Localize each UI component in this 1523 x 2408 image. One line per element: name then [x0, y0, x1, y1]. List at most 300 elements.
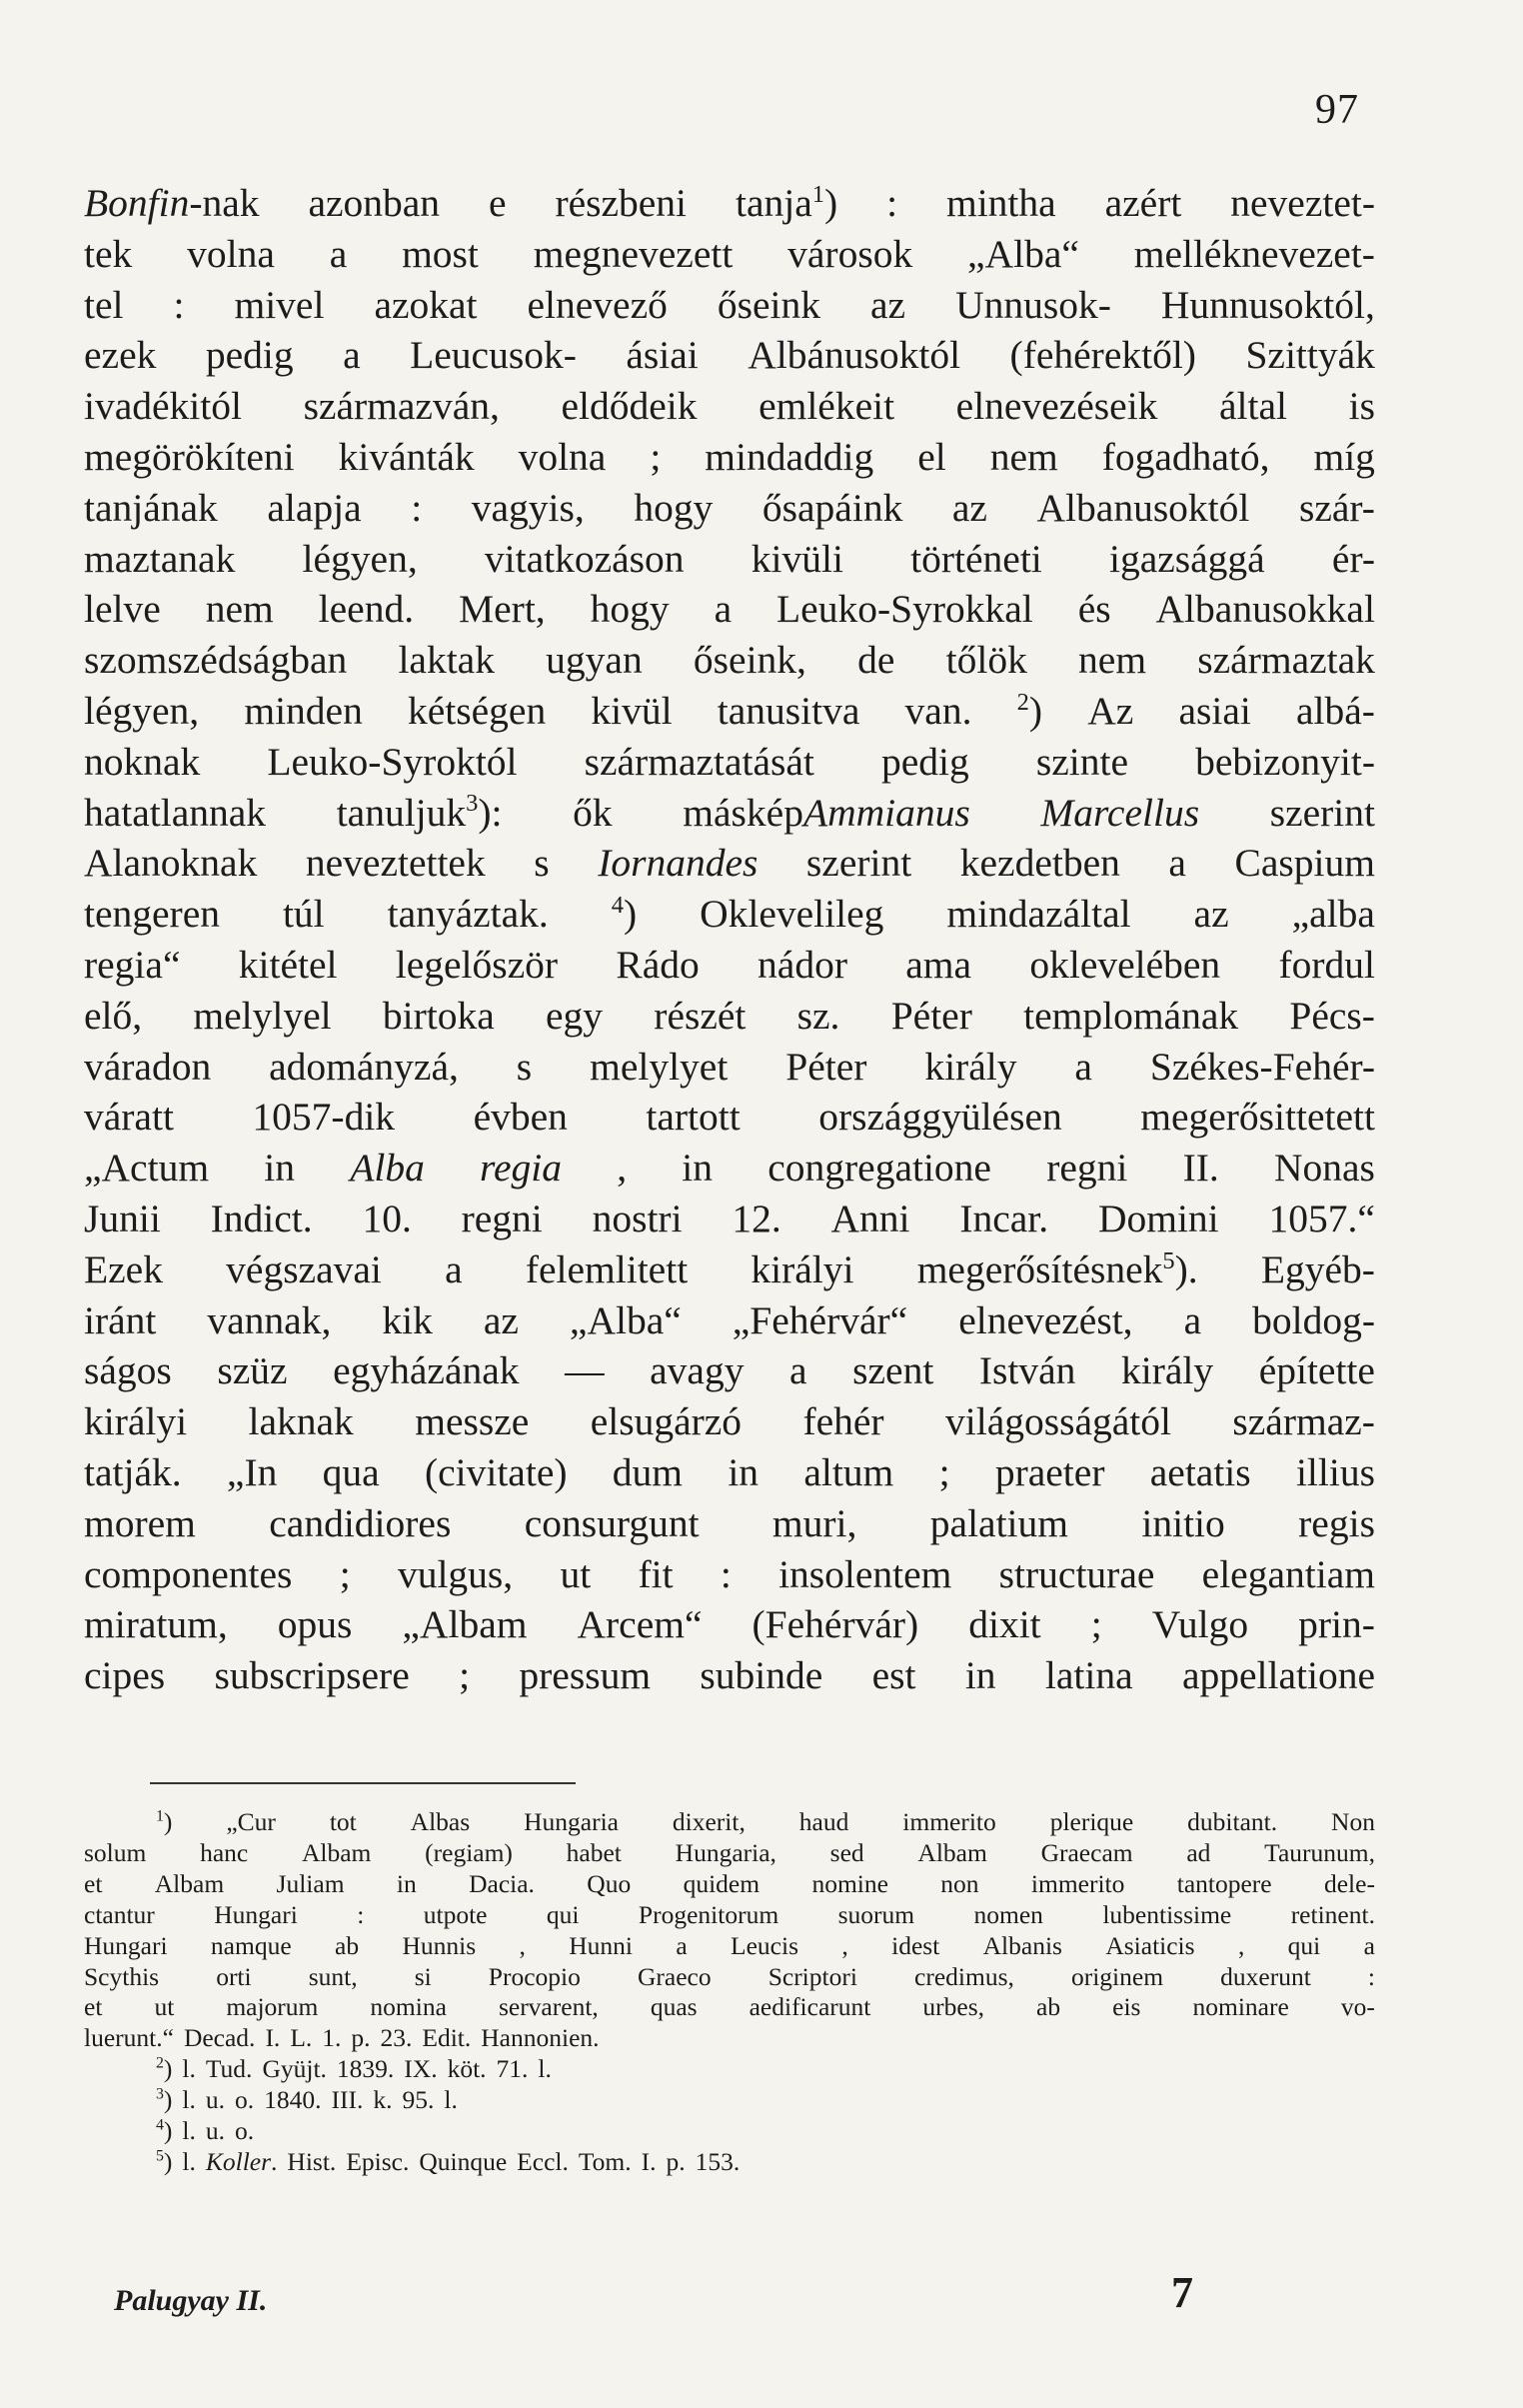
word: [733, 1295, 907, 1346]
word-text: originem: [1070, 1961, 1164, 1991]
word-text: az: [483, 1297, 519, 1342]
word-text: .: [271, 2146, 278, 2176]
word-text: világosságától: [945, 1399, 1171, 1444]
word: [1184, 1295, 1202, 1346]
word: [1098, 1194, 1219, 1244]
word: 4): [612, 889, 637, 940]
word-text: Hungaria,: [675, 1837, 776, 1867]
word: [424, 1900, 488, 1931]
word-text: o.: [235, 2116, 255, 2146]
word: [396, 940, 558, 991]
word-text: köt.: [447, 2054, 487, 2084]
word: [1298, 1599, 1375, 1650]
word-text: elsugárzó: [590, 1399, 743, 1444]
word-text: l.: [182, 2054, 196, 2084]
word-text: ők: [573, 790, 613, 835]
word: [1332, 534, 1375, 585]
word-text: :: [720, 1551, 732, 1596]
word: [264, 2085, 321, 2116]
word: [1291, 1900, 1375, 1931]
word: [945, 1396, 1171, 1447]
word-text: adományzá,: [269, 1044, 459, 1089]
word-text: „Albam: [402, 1602, 528, 1647]
word: [84, 1869, 102, 1900]
word-text: ab: [335, 1930, 360, 1960]
word: [872, 1650, 916, 1701]
word-text: végszavai: [226, 1246, 382, 1291]
word: [309, 1962, 358, 1993]
word: [758, 940, 847, 991]
word-text: alapja: [267, 485, 362, 530]
word: [682, 1143, 713, 1194]
word: [579, 2147, 632, 2178]
word-text: kivül: [591, 688, 673, 733]
word-text: ;: [459, 1653, 471, 1698]
word: [1023, 991, 1238, 1042]
word: [811, 1869, 888, 1900]
word-text: dixerit,: [672, 1807, 746, 1836]
word-text: Albam: [301, 1837, 372, 1867]
word: [1232, 1396, 1375, 1447]
word-text: neveztettek: [305, 841, 486, 886]
word: [1045, 1650, 1133, 1701]
word: [768, 1962, 857, 1993]
word-text: is: [1348, 384, 1375, 429]
word: [1087, 686, 1133, 737]
word-text: insolentem: [778, 1551, 952, 1596]
word: [673, 1807, 746, 1838]
word-text: felemlitett: [525, 1246, 689, 1291]
word-text: emlékeit: [759, 384, 895, 429]
word: [193, 991, 331, 1042]
word-text: (regiam): [425, 1837, 513, 1867]
word: [517, 2147, 569, 2178]
word-text: máskép: [683, 790, 803, 835]
word-text: tőlök: [945, 638, 1027, 683]
word: [211, 1194, 313, 1244]
word-text: Domini: [1097, 1196, 1219, 1240]
word-text: o.: [235, 2085, 255, 2115]
word: [489, 178, 507, 229]
word-text: Scriptori: [767, 1961, 857, 1991]
text-line: [84, 1900, 1375, 1931]
word: [990, 432, 1058, 483]
word-text: mindazáltal: [946, 892, 1131, 937]
word-text: minden: [244, 688, 363, 733]
word-text: Gyüjt.: [262, 2054, 327, 2084]
word: [84, 1194, 161, 1244]
word-text: e: [488, 181, 507, 225]
word-text: Székes-Fehér-: [1149, 1044, 1375, 1089]
word-text: Hungaria: [524, 1807, 619, 1836]
word: [235, 2116, 254, 2147]
word: [538, 2054, 551, 2085]
text-line: [84, 1549, 1375, 1600]
word: [642, 2147, 657, 2178]
word-text: morem: [84, 1500, 196, 1545]
footnote-fn3: [84, 2085, 1375, 2116]
word-text: István: [978, 1348, 1076, 1393]
word: [156, 2147, 172, 2178]
word-text: szár-: [1298, 485, 1375, 530]
word: megerősítésnek5).: [917, 1244, 1198, 1295]
word-text: kivánták: [338, 434, 475, 479]
word: [234, 280, 324, 331]
word-text: habet: [566, 1837, 622, 1867]
word: [1161, 280, 1375, 331]
word-text: kik: [382, 1297, 433, 1342]
word: [838, 1900, 915, 1931]
word: [84, 889, 220, 940]
word: [339, 432, 475, 483]
word-text: Egyéb-: [1260, 1246, 1375, 1291]
word-text: légyen,: [302, 536, 418, 581]
word: [84, 1931, 168, 1962]
word-text: ):: [478, 790, 503, 835]
word-text: az: [1193, 892, 1229, 937]
word: [402, 1931, 476, 1962]
word: [410, 330, 577, 381]
word-text: Mert,: [459, 587, 546, 632]
text-line: [84, 940, 1375, 991]
word: [1041, 1838, 1133, 1869]
word: 2): [1017, 686, 1042, 737]
word: [1187, 1807, 1277, 1838]
word-text: I.: [641, 2146, 657, 2176]
word-text: vitatkozáson: [484, 536, 685, 581]
word: [1078, 635, 1146, 686]
footnote-ref: 5: [156, 2147, 164, 2165]
word: [547, 1900, 580, 1931]
word-text: „In: [226, 1449, 278, 1494]
word-text: est: [871, 1653, 916, 1698]
word-text: szent: [852, 1348, 934, 1393]
word-text: credimus,: [914, 1961, 1014, 1991]
word-text: Hunnusoktól,: [1160, 282, 1375, 327]
footnotes-block: [84, 1807, 1375, 2178]
word: [481, 2023, 599, 2054]
text-line: [84, 432, 1375, 483]
sheet-number: 7: [1171, 2268, 1193, 2317]
word-text: nostri: [592, 1196, 683, 1240]
word: [1368, 1962, 1375, 1993]
word-text: Edit.: [422, 2023, 472, 2053]
word-text: plerique: [1049, 1807, 1134, 1836]
word: [397, 1869, 417, 1900]
word-text: hogy: [590, 587, 670, 632]
word: [1074, 1042, 1092, 1093]
word: [402, 1599, 527, 1650]
word: [462, 1194, 543, 1244]
word-text: congregatione: [767, 1146, 991, 1191]
footnote-fn2: [84, 2054, 1375, 2085]
word: [84, 1396, 187, 1447]
word-text: latina: [1044, 1653, 1133, 1698]
word-text: 23.: [380, 2023, 413, 2053]
word-text: „Fehérvár“: [732, 1297, 908, 1342]
word-text: Junii: [84, 1196, 161, 1240]
footnote-separator: [150, 1782, 576, 1784]
word: [638, 1549, 673, 1600]
word-text: ,: [841, 1930, 848, 1960]
word-text: Péter: [785, 1044, 867, 1089]
word: [217, 1345, 287, 1396]
word: [267, 737, 517, 788]
word-text: azokat: [374, 282, 478, 327]
word: [84, 1244, 163, 1295]
word: [567, 1838, 622, 1869]
word: [84, 1549, 292, 1600]
word: [759, 381, 894, 432]
word: [84, 1092, 174, 1143]
word-text: solum: [84, 1837, 147, 1867]
word: [265, 2023, 280, 2054]
printer-signature: Palugyay II.: [114, 2284, 268, 2317]
word-text: a: [1363, 1930, 1375, 1960]
word: [650, 1345, 744, 1396]
italic-term: Iornandes: [598, 841, 759, 886]
word: [1105, 1931, 1194, 1962]
word-text: p.: [666, 2146, 686, 2176]
word: [214, 1900, 298, 1931]
word-text: in: [396, 1868, 417, 1898]
word-text: ad: [1186, 1837, 1211, 1867]
word-text: nominare: [1192, 1992, 1289, 2022]
word: [534, 229, 734, 280]
word: [84, 2023, 174, 2054]
word: [778, 1549, 951, 1600]
word: [207, 1295, 331, 1346]
word: [561, 381, 697, 432]
word-text: illius: [1295, 1449, 1375, 1494]
word-text: componentes: [84, 1551, 293, 1596]
word-text: hanc: [200, 1837, 249, 1867]
word-text: pedig: [881, 739, 969, 784]
word-text: l.: [182, 2116, 196, 2146]
word: [206, 330, 294, 381]
word-text: ): [823, 181, 838, 225]
word-text: évben: [473, 1095, 568, 1140]
word: [676, 1931, 687, 1962]
word: [924, 1042, 1016, 1093]
word-text: Albanusokkal: [1155, 587, 1375, 632]
word: [84, 229, 132, 280]
word-text: Ezek: [84, 1246, 163, 1291]
word-text: structurae: [998, 1551, 1155, 1596]
word: [528, 280, 668, 331]
word-text: dum: [612, 1449, 684, 1494]
word-text: „Alba“: [569, 1297, 682, 1342]
word: [84, 1042, 211, 1093]
word: [499, 1992, 599, 2023]
word: [84, 534, 235, 585]
word: [411, 1807, 471, 1838]
word: [182, 2054, 195, 2085]
word-text: Hunnis: [402, 1930, 477, 1960]
word-text: kezdetben: [959, 841, 1120, 886]
word-text: 10.: [362, 1196, 412, 1240]
word-text: regia“: [84, 942, 181, 987]
word: [715, 584, 733, 635]
word-text: ut: [560, 1551, 592, 1596]
word: [974, 1900, 1043, 1931]
word: [534, 838, 549, 889]
word: [249, 1396, 354, 1447]
word: [448, 2054, 487, 2085]
word: tanuljuk3):: [337, 788, 503, 839]
word: [1141, 1498, 1224, 1549]
word: [155, 1869, 224, 1900]
word: [960, 838, 1120, 889]
word-text: tot: [329, 1807, 357, 1836]
footnote-fn4: [84, 2116, 1375, 2147]
word: [489, 1962, 581, 1993]
word-text: ).: [1174, 1246, 1198, 1291]
word-text: in: [264, 1146, 295, 1191]
word-text: kitétel: [238, 942, 338, 987]
word: [84, 1992, 102, 2023]
word: [184, 2023, 256, 2054]
italic-term: regia: [480, 1146, 562, 1191]
word: [585, 737, 814, 788]
word: [818, 1092, 1062, 1143]
word-text: non: [940, 1868, 979, 1898]
word: [277, 1869, 345, 1900]
word-text: most: [402, 231, 479, 276]
word-text: Hungari: [214, 1899, 298, 1929]
text-line: [84, 178, 1375, 229]
word-text: et: [84, 1992, 103, 2022]
word-text: 71.: [496, 2054, 529, 2084]
text-line: [84, 1092, 1375, 1143]
word-text: candidiores: [269, 1500, 452, 1545]
word-text: leend.: [318, 587, 415, 632]
word-text: mindaddig: [705, 434, 874, 479]
word: [1102, 1900, 1231, 1931]
word-text: Hungari: [84, 1930, 168, 1960]
text-line: [84, 1244, 1375, 1295]
footnote-fn5: [84, 2147, 1375, 2178]
word: [731, 1931, 798, 1962]
word: [269, 1042, 459, 1093]
word-text: qua: [322, 1449, 380, 1494]
word-text: származ-: [1232, 1399, 1375, 1444]
word-text: maztanak: [84, 536, 236, 581]
word-text: Unnusok-: [955, 282, 1111, 327]
word-text: a: [343, 333, 361, 378]
word: [939, 1447, 950, 1498]
word: [1278, 940, 1375, 991]
word-text: (fehérektől): [1009, 333, 1196, 378]
word-text: tanjának: [84, 485, 218, 530]
word: [1202, 1549, 1375, 1600]
word-text: ): [1028, 688, 1043, 733]
word-text: tanja: [735, 181, 812, 225]
word: [650, 432, 661, 483]
word-text: Vulgo: [1151, 1602, 1249, 1647]
text-line: [84, 1650, 1375, 1701]
word-text: ): [163, 1807, 173, 1836]
word: [1040, 788, 1199, 839]
word: [269, 1498, 451, 1549]
word: [84, 381, 242, 432]
word: [422, 2023, 471, 2054]
word-text: ab: [1036, 1992, 1061, 2022]
text-line: [84, 1345, 1375, 1396]
word-text: ut: [154, 1992, 175, 2022]
word: [370, 1992, 447, 2023]
word: [472, 483, 585, 534]
word-text: Quinque: [419, 2146, 508, 2176]
word-text: ivadékitól: [84, 384, 242, 429]
word-text: majorum: [226, 1992, 319, 2022]
word: [1331, 1807, 1375, 1838]
word-text: Pécs-: [1289, 993, 1375, 1038]
word-text: elnevezéseik: [955, 384, 1158, 429]
word: [590, 1042, 728, 1093]
word: [524, 1807, 619, 1838]
text-line: [84, 483, 1375, 534]
word-text: míg: [1313, 434, 1375, 479]
word-text: melylyet: [590, 1044, 729, 1089]
word-text: nomina: [370, 1992, 447, 2022]
word: [398, 1549, 513, 1600]
word-text: urbes,: [922, 1992, 984, 2022]
word: [1183, 1143, 1219, 1194]
word: [591, 1396, 742, 1447]
word-text: Tom.: [578, 2146, 632, 2176]
text-line: [84, 280, 1375, 331]
word-text: tel: [84, 282, 124, 327]
word: [182, 2147, 195, 2178]
text-line: [84, 1396, 1375, 1447]
word-text: „alba: [1291, 892, 1375, 937]
word-text: qui: [546, 1899, 580, 1929]
word: [519, 1650, 651, 1701]
word: [337, 2054, 394, 2085]
word-text: ,: [617, 1146, 628, 1191]
word-text: subscripsere: [214, 1653, 410, 1698]
word: [651, 1992, 698, 2023]
word-text: Leuko-Syrokkal: [776, 587, 1033, 632]
word: [573, 788, 613, 839]
word: [402, 2085, 434, 2116]
word-text: in: [682, 1146, 714, 1191]
word-text: sz.: [796, 993, 840, 1038]
word: [264, 1143, 295, 1194]
word: [519, 432, 607, 483]
word: [1245, 330, 1374, 381]
word-text: templomának: [1023, 993, 1239, 1038]
word-text: in: [728, 1449, 760, 1494]
word-text: ságos: [84, 1348, 172, 1393]
word: [200, 1838, 248, 1869]
word-text: Péter: [890, 993, 972, 1038]
word: [302, 1838, 371, 1869]
word-text: idest: [891, 1930, 940, 1960]
word-text: asiai: [1178, 688, 1251, 733]
word-text: avagy: [650, 1348, 745, 1393]
word-text: vagyis,: [471, 485, 585, 530]
word-text: neveztet-: [1230, 181, 1375, 225]
italic-term: Marcellus: [1040, 790, 1200, 835]
word-text: de: [857, 638, 895, 683]
word: [206, 2147, 278, 2178]
word-text: ásiai: [626, 333, 699, 378]
word-text: történeti: [910, 536, 1042, 581]
word-text: pedig: [205, 333, 294, 378]
word: [1313, 432, 1374, 483]
